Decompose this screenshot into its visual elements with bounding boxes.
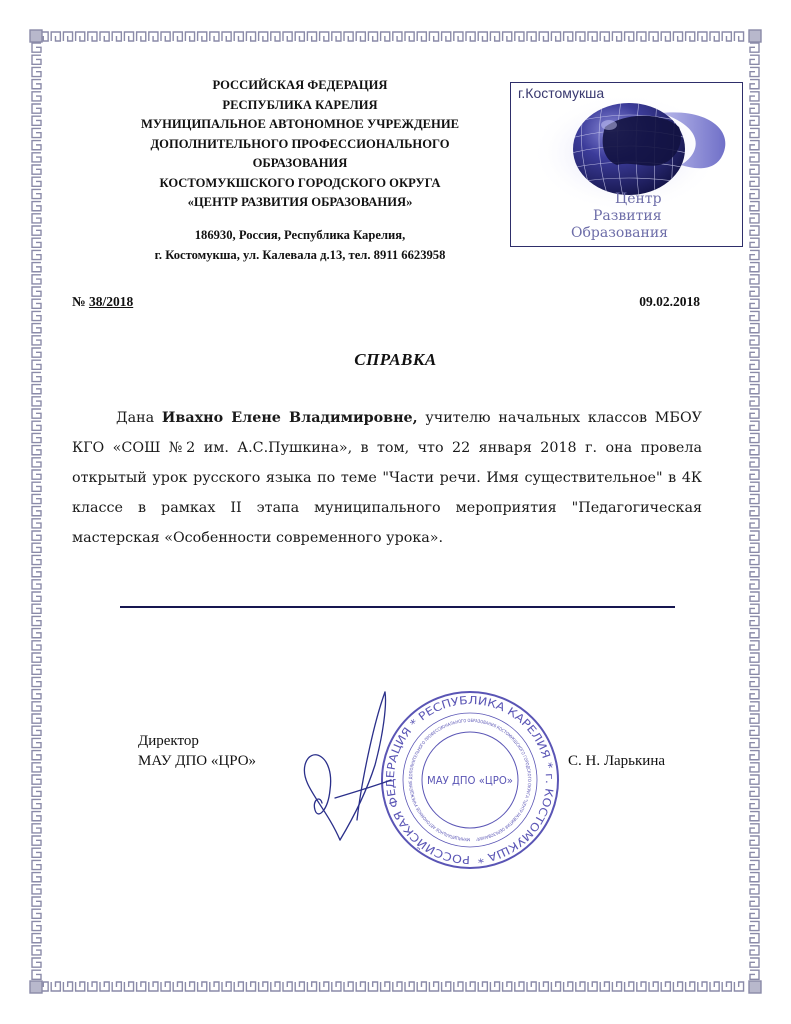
logo-caption-line: Центр (615, 191, 662, 207)
border-segment (39, 32, 744, 41)
document-body (72, 403, 702, 553)
logo-caption-line: Развития (593, 208, 662, 224)
organization-address (96, 226, 504, 265)
recipient-name: Ивахно Елене Владимировне, (161, 410, 418, 426)
org-line: РОССИЙСКАЯ ФЕДЕРАЦИЯ (212, 78, 388, 92)
border-corner (749, 981, 761, 993)
position-line: МАУ ДПО «ЦРО» (138, 753, 257, 769)
position-line: Директор (138, 733, 199, 749)
signature-scribble (304, 692, 391, 840)
stamp-inner-text: МУНИЦИПАЛЬНОЕ АВТОНОМНОЕ УЧРЕЖДЕНИЕ ДОПОЛНИТЕЛЬНОГО ПРОФЕССИОНАЛЬНОГО ОБРАЗОВАНИЯ КОСТОМУКШСКОГО ГОРОДСКОГО ОКРУГА "ЦЕНТР РАЗВИТИЯ ОБРАЗОВАНИЯ" (408, 718, 532, 842)
logo-caption-line: Образования (571, 225, 669, 241)
document-date: 09.02.2018 (639, 294, 700, 309)
logo-city-label: г.Костомукша (518, 85, 605, 101)
address-line: г. Костомукша, ул. Калевала д.13, тел. 8911 6623958 (154, 247, 446, 262)
number-prefix: № (72, 294, 86, 309)
number-value: 38/2018 (88, 294, 134, 309)
organization-header (96, 76, 504, 213)
org-line: ДОПОЛНИТЕЛЬНОГО ПРОФЕССИОНАЛЬНОГО (150, 136, 450, 151)
border-corner (749, 30, 761, 42)
stamp-center-text: МАУ ДПО «ЦРО» (427, 774, 513, 787)
org-line: РЕСПУБЛИКА КАРЕЛИЯ (222, 97, 378, 112)
stamp-and-signature (295, 680, 565, 880)
border-segment (39, 982, 744, 991)
address-line: 186930, Россия, Республика Карелия, (194, 228, 406, 242)
document-title: СПРАВКА (354, 350, 437, 369)
org-line: ОБРАЗОВАНИЯ (252, 156, 348, 170)
organization-logo (510, 82, 743, 247)
org-line: «ЦЕНТР РАЗВИТИЯ ОБРАЗОВАНИЯ» (187, 195, 413, 209)
border-corner (30, 30, 42, 42)
border-segment (750, 43, 759, 979)
org-line: КОСТОМУКШСКОГО ГОРОДСКОГО ОКРУГА (159, 175, 441, 190)
signatory-position (138, 731, 256, 771)
document-number (72, 294, 133, 310)
border-corner (30, 981, 42, 993)
stamp-outer-text: РОССИЙСКАЯ ФЕДЕРАЦИЯ * РЕСПУБЛИКА КАРЕЛИЯ * г. КОСТОМУКША * (383, 693, 557, 867)
body-lead: Дана (116, 410, 155, 426)
body-text: учителю начальных классов МБОУ КГО «СОШ №2 им. А.С.Пушкина», в том, что 22 января 2018 г. она провела открытый урок русского языка по теме "Части речи. Имя существительное" в 4К классе в рамках II этапа муниципального мероприятия "Педагогическая мастерская «Особенности современного урока». (72, 410, 702, 546)
separator-line (120, 606, 675, 608)
border-segment (32, 43, 41, 979)
org-line: МУНИЦИПАЛЬНОЕ АВТОНОМНОЕ УЧРЕЖДЕНИЕ (140, 117, 460, 131)
signatory-name: С. Н. Ларькина (568, 753, 666, 769)
